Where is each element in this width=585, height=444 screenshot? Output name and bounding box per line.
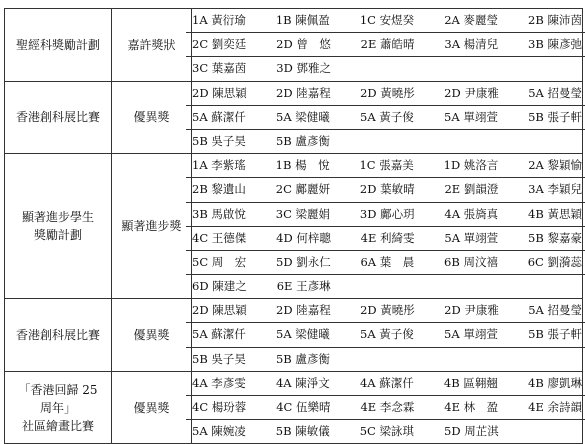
recipients-row [186,275,585,298]
recipients-cell [192,299,583,372]
student-entry: 6C 劉漪蕊 [527,254,582,269]
recipients-row [186,106,585,130]
student-entry: 3B 馬啟悅 [192,206,246,221]
student-entry: 2D 陳思穎 [192,303,247,318]
recipients-row [186,130,585,153]
recipients-row [186,323,585,347]
awards-table-body [5,9,583,444]
student-entry: 5A 梁健曦 [276,327,330,342]
competition-cell [5,299,112,372]
student-entry: 5B 張子軒 [528,109,582,124]
student-entry: 4D 何梓聰 [276,230,331,245]
award-block-row [5,154,583,299]
student-entry: 5B 吳子昊 [192,351,246,366]
recipients-row [186,203,585,227]
student-entry: 5B 張子軒 [528,327,582,342]
competition-name-line: 香港創科展比賽 [15,110,100,125]
student-entry: 3A 楊清兒 [444,37,499,52]
recipients-row [186,396,585,420]
competition-name-line: 周年」 [39,400,76,415]
award-type-cell: 嘉許獎狀 [112,9,192,82]
student-entry: 2D 陸嘉程 [276,303,331,318]
student-entry: 2E 劉韻澄 [444,182,499,197]
student-entry: 6E 王彥琳 [276,279,331,294]
student-entry: 2C 鄺麗妍 [275,182,331,197]
student-entry: 3C 梁麗娟 [275,206,331,221]
student-entry: 6A 葉 晨 [360,254,415,269]
recipients-cell [192,81,583,154]
student-entry: 4B 廖凱琳 [528,375,582,390]
student-entry: 5A 招曼瑩 [528,85,582,100]
recipients-row [186,251,585,275]
student-entry: 5A 陳婉凌 [192,424,246,439]
student-entry: 1C 張嘉美 [359,158,414,173]
awards-table [4,8,583,444]
student-entry: 3C 葉嘉茵 [192,61,247,76]
student-entry: 5A 單翊萱 [444,109,498,124]
competition-name-line: 聖經科獎勵計劃 [15,37,100,52]
recipients-row [186,57,585,80]
award-type-cell: 顯著進步獎 [112,154,192,299]
student-entry: 2A 麥麗瑩 [444,13,498,27]
student-entry: 5B 陳敏儀 [275,424,330,439]
student-entry: 2D 黃曉彤 [360,85,415,100]
recipients-row [186,299,585,323]
student-entry: 1D 姚洛言 [443,158,499,173]
student-entry: 2C 劉奕廷 [192,37,247,52]
competition-name-line: 「香港回歸 25 [18,382,98,397]
student-entry: 2B 陳沛茵 [528,13,582,27]
student-entry: 2A 黎穎愉 [528,158,582,173]
student-entry: 5A 蘇潔仟 [192,109,246,124]
student-entry: 5A 黃子俊 [360,109,414,124]
competition-cell [5,154,112,299]
student-entry: 1C 安煜癸 [359,13,415,27]
award-type-cell: 優異獎 [112,81,192,154]
recipients-row [186,178,585,202]
student-entry: 1B 陳佩盈 [275,13,330,27]
student-entry: 5A 黃子俊 [360,327,414,342]
student-entry: 2D 葉敏晴 [359,182,415,197]
student-entry: 2D 尹康雅 [444,303,499,318]
student-entry: 1B 楊 悅 [275,158,330,173]
student-entry: 3B 陳彥弛 [528,37,582,52]
recipients-row [186,227,585,251]
award-type-cell: 優異獎 [112,299,192,372]
student-entry: 4A 張旖真 [444,206,499,221]
competition-name-line: 顯著進步學生 [21,210,94,225]
student-entry: 5B 盧彥衡 [275,133,330,148]
student-entry: 4E 林 盈 [444,400,499,414]
student-entry: 6D 陳建之 [192,279,247,294]
recipients-row [186,33,585,57]
recipients-row [186,9,585,33]
student-entry: 2D 曾 悠 [276,37,331,52]
recipients-row [186,420,585,443]
student-entry: 5A 招曼瑩 [528,303,582,318]
recipients-cell [192,371,583,444]
student-entry: 6B 周汶禧 [444,254,498,269]
recipients-row [186,348,585,371]
student-entry: 4A 陳淨文 [275,375,330,390]
competition-cell [5,81,112,154]
student-entry: 5A 蘇潔仟 [192,327,246,342]
competition-cell [5,9,112,82]
student-entry: 5A 單翊萱 [444,230,499,245]
recipients-cell [192,9,583,82]
student-entry: 5B 黎嘉豪 [528,230,582,245]
student-entry: 4C 伍樂晴 [276,400,331,414]
recipients-cell [192,154,583,299]
award-block-row [5,81,583,154]
student-entry: 4E 李念霖 [360,400,415,414]
student-entry: 4A 李彥雯 [192,375,246,390]
student-entry: 4B 區翱翹 [443,375,498,390]
student-entry: 4C 楊玢蓉 [192,400,247,414]
student-entry: 2B 黎遺山 [192,182,246,197]
competition-name-line: 獎勵計劃 [33,228,82,243]
student-entry: 4E 余詩韻 [528,400,582,414]
competition-cell [5,371,112,444]
recipients-row [186,82,585,106]
award-block-row [5,9,583,82]
student-entry: 5C 周 宏 [192,254,247,269]
student-entry: 5B 盧彥衡 [275,351,330,366]
student-entry: 5D 周芷淇 [444,424,499,439]
award-block-row [5,299,583,372]
student-entry: 2D 尹康雅 [444,85,499,100]
competition-name-line: 社區繪畫比賽 [21,418,94,433]
student-entry: 5D 劉永仁 [276,254,331,269]
student-entry: 2E 蕭皓晴 [360,37,415,52]
student-entry: 1A 黃衍瑜 [192,13,246,27]
recipients-row [186,372,585,396]
competition-name-line: 香港創科展比賽 [15,328,100,343]
recipients-row [186,154,585,178]
student-entry: 5A 單翊萱 [444,327,498,342]
student-entry: 4A 蘇潔仟 [359,375,414,390]
student-entry: 4C 王德傑 [192,230,247,245]
student-entry: 2D 黃曉彤 [360,303,415,318]
student-entry: 4B 黃思穎 [528,206,582,221]
student-entry: 2D 陳思穎 [192,85,247,100]
student-entry: 4E 利綺雯 [360,230,415,245]
student-entry: 3A 李穎兒 [528,182,582,197]
student-entry: 1A 李紫瑤 [192,158,246,173]
student-entry: 5B 吳子昊 [192,133,246,148]
student-entry: 5C 梁詠琪 [359,424,414,439]
award-block-row [5,371,583,444]
student-entry: 3D 鄧雅之 [276,61,331,76]
student-entry: 5A 梁健曦 [276,109,330,124]
student-entry: 2D 陸嘉程 [276,85,331,100]
student-entry: 3D 鄺心玥 [359,206,415,221]
award-type-cell: 優異獎 [112,371,192,444]
